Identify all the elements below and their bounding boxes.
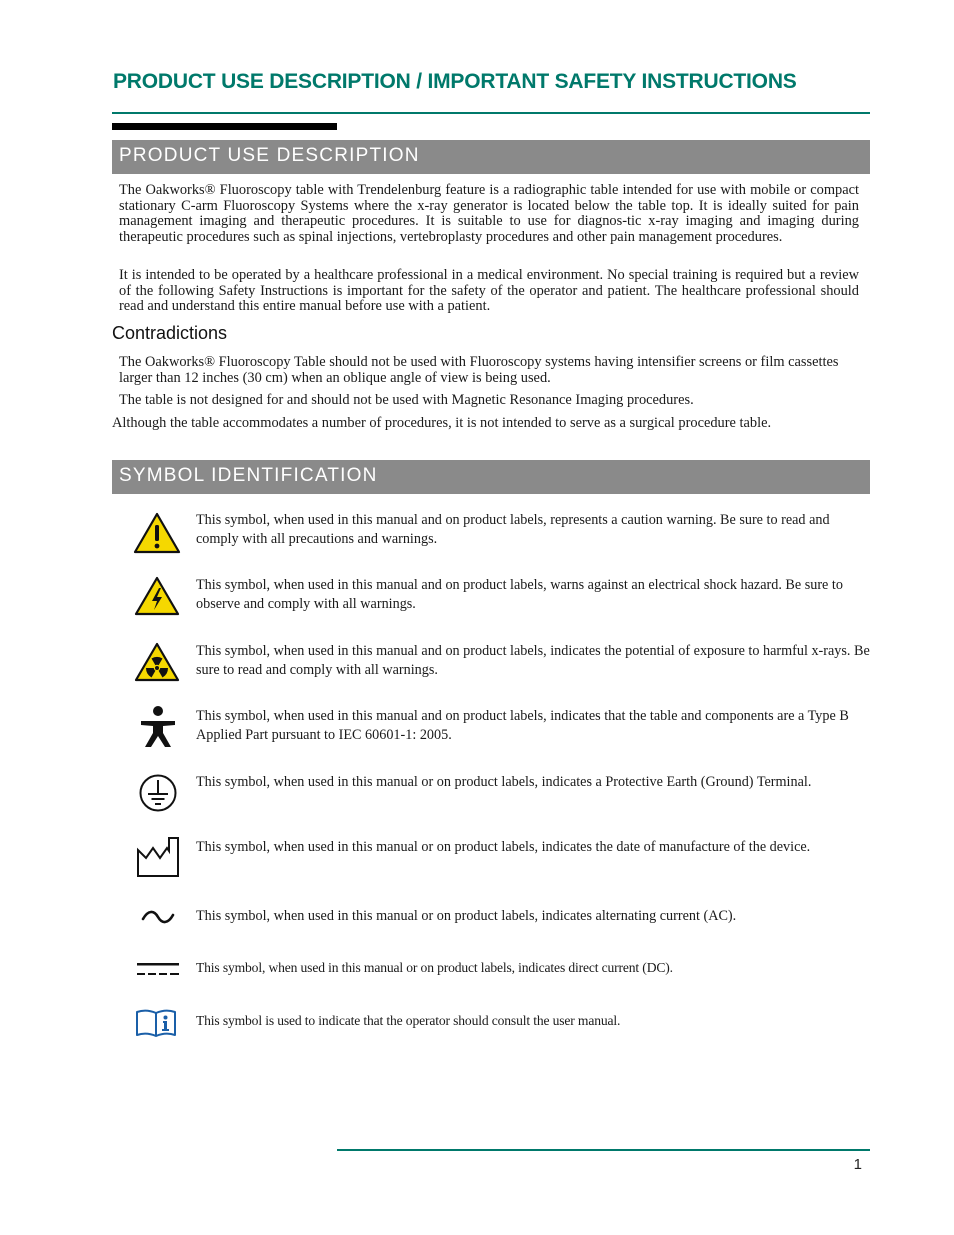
protective-earth-icon bbox=[138, 773, 188, 821]
contradictions-paragraph-1: The Oakworks® Fluoroscopy Table should not be used with Fluoroscopy systems having intensifier screens or film cassettes larger than 12 inches (30 cm) when an oblique angle of view is being used. bbox=[119, 354, 839, 386]
caution-warning-icon bbox=[132, 511, 182, 559]
symbol-description: This symbol, when used in this manual or on product labels, indicates the date of manufacture of the device. bbox=[196, 839, 811, 855]
direct-current-icon bbox=[136, 961, 186, 1009]
manufacture-date-icon bbox=[136, 836, 186, 884]
footer-divider bbox=[337, 1149, 870, 1151]
product-use-paragraph-1: The Oakworks® Fluoroscopy table with Trendelenburg feature is a radiographic table intended for use with mobile or compact stationary C-arm Fluoroscopy Systems where the x-ray generator is located below the table top. It is ideally suited for pain management imaging and therapeutic procedures. It is suitable to use for diagnos-tic x-ray imaging and imaging during therapeutic procedures such as spinal injections, vertebroplasty procedures and other pain management procedures. bbox=[119, 182, 859, 245]
symbol-description: This symbol is used to indicate that the operator should consult the user manual. bbox=[196, 1013, 621, 1028]
contradictions-paragraph-2: The table is not designed for and should not be used with Magnetic Resonance Imaging procedures. bbox=[119, 392, 694, 408]
alternating-current-icon bbox=[140, 907, 190, 955]
contradictions-paragraph-3: Although the table accommodates a number of procedures, it is not intended to serve as a surgical procedure table. bbox=[112, 415, 772, 431]
symbol-heading: SYMBOL IDENTIFICATION bbox=[119, 465, 378, 486]
symbol-description: This symbol, when used in this manual or on product labels, indicates alternating current (AC). bbox=[196, 908, 737, 924]
radiation-warning-icon bbox=[132, 641, 182, 689]
symbol-description: This symbol, when used in this manual or on product labels, indicates a Protective Earth (Ground) Terminal. bbox=[196, 774, 812, 790]
symbol-description: This symbol, when used in this manual and on product labels, warns against an electrical shock hazard. Be sure to observe and comply with all warnings. bbox=[196, 577, 843, 612]
product-use-section-header bbox=[112, 140, 870, 174]
page-title: PRODUCT USE DESCRIPTION / IMPORTANT SAFETY INSTRUCTIONS bbox=[113, 70, 797, 93]
symbol-section-header bbox=[112, 460, 870, 494]
product-use-heading: PRODUCT USE DESCRIPTION bbox=[119, 145, 420, 166]
type-b-applied-part-icon bbox=[137, 705, 187, 753]
product-use-paragraph-2: It is intended to be operated by a healthcare professional in a medical environment. No special training is required but a review of the following Safety Instructions is important for the safety of the operator and patient. The healthcare professional should read and understand this entire manual before use with a patient. bbox=[119, 267, 859, 315]
symbol-description: This symbol, when used in this manual and on product labels, indicates that the table and components are a Type B Applied Part pursuant to IEC 60601-1: 2005. bbox=[196, 708, 849, 743]
symbol-description: This symbol, when used in this manual and on product labels, represents a caution warning. Be sure to read and comply with all precautions and warnings. bbox=[196, 512, 830, 547]
electrical-shock-icon bbox=[132, 575, 182, 623]
title-divider bbox=[112, 112, 870, 114]
consult-manual-icon bbox=[135, 1008, 185, 1056]
page-number: 1 bbox=[853, 1156, 862, 1173]
symbol-description: This symbol, when used in this manual and on product labels, indicates the potential of exposure to harmful x-rays. Be sure to read and comply with all warnings. bbox=[196, 643, 870, 678]
contradictions-heading: Contradictions bbox=[112, 323, 228, 343]
symbol-description: This symbol, when used in this manual or on product labels, indicates direct current (DC). bbox=[196, 960, 673, 975]
section-marker-bar bbox=[112, 123, 337, 130]
